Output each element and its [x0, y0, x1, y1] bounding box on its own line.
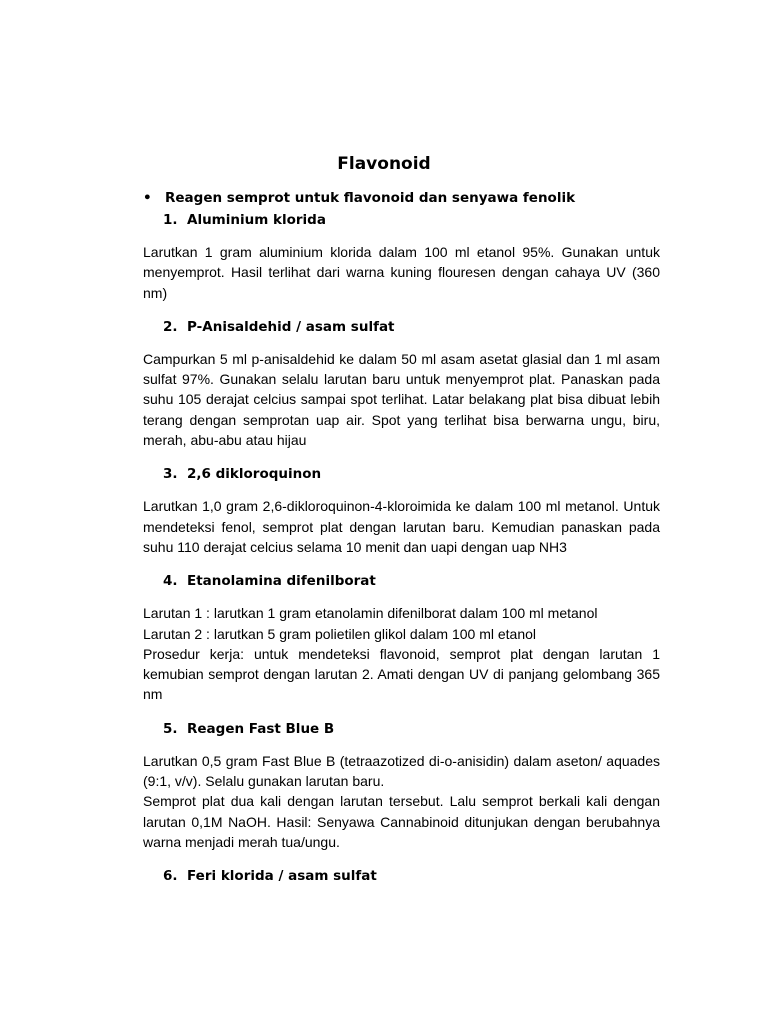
section-heading	[143, 210, 660, 230]
section-paragraph: Prosedur kerja: untuk mendeteksi flavonoid, semprot plat dengan larutan 1 kemubian semprot dengan larutan 2. Amati dengan UV di panjang gelombang 365 nm	[143, 645, 660, 703]
section-heading	[143, 317, 660, 337]
document-content	[143, 188, 660, 886]
section-number: 6.	[163, 868, 178, 885]
section-number: 2.	[163, 318, 178, 335]
section-heading	[143, 866, 660, 886]
section-number: 3.	[163, 466, 178, 483]
section-heading	[143, 719, 660, 739]
section-title: P-Anisaldehid / asam sulfat	[187, 318, 395, 335]
section-title: Aluminium klorida	[187, 212, 326, 228]
section-title: Feri klorida / asam sulfat	[187, 868, 377, 885]
section-paragraph: Larutan 1 : larutkan 1 gram etanolamin difenilborat dalam 100 ml metanol	[143, 605, 598, 622]
bullet-icon: •	[143, 190, 152, 206]
section-paragraph: Larutkan 1,0 gram 2,6-dikloroquinon-4-kloroimida ke dalam 100 ml metanol. Untuk mendeteksi fenol, semprot plat dengan larutan baru. Kemudian panaskan pada suhu 110 derajat celcius selama 10 menit dan uapi dengan uap NH3	[143, 498, 660, 555]
section-number: 1.	[163, 212, 178, 228]
section-heading	[143, 571, 660, 591]
section-paragraph: Semprot plat dua kali dengan larutan tersebut. Lalu semprot berkali kali dengan larutan 0,1M NaOH. Hasil: Senyawa Cannabinoid ditunjukan dengan berubahnya warna menjadi merah tua/ungu.	[143, 793, 660, 850]
section-paragraph: Larutan 2 : larutkan 5 gram polietilen glikol dalam 100 ml etanol	[143, 625, 537, 642]
section-paragraph: Larutkan 0,5 gram Fast Blue B (tetraazotized di-o-anisidin) dalam aseton/ aquades (9:1, v/v). Selalu gunakan larutan baru.	[143, 752, 660, 790]
document-title: Flavonoid	[337, 154, 431, 174]
section-heading	[143, 464, 660, 484]
bullet-item	[143, 188, 660, 210]
section-number: 4.	[163, 573, 178, 590]
bullet-text: Reagen semprot untuk flavonoid dan senyawa fenolik	[165, 190, 576, 206]
section-number: 5.	[163, 720, 178, 737]
section-paragraph: Larutkan 1 gram aluminium klorida dalam 100 ml etanol 95%. Gunakan untuk menyemprot. Hasil terlihat dari warna kuning flouresen dengan cahaya UV (360 nm)	[143, 244, 660, 301]
section-title: 2,6 dikloroquinon	[187, 466, 322, 483]
section-title: Reagen Fast Blue B	[187, 720, 335, 737]
section-paragraph: Campurkan 5 ml p-anisaldehid ke dalam 50 ml asam asetat glasial dan 1 ml asam sulfat 97%. Gunakan selalu larutan baru untuk menyemprot plat. Panaskan pada suhu 105 derajat celcius sampai spot terlihat. Latar belakang plat bisa dibuat lebih terang dengan semprotan uap air. Spot yang terlihat bisa berwarna ungu, biru, merah, abu-abu atau hijau	[143, 350, 660, 449]
section-title: Etanolamina difenilborat	[187, 573, 376, 590]
